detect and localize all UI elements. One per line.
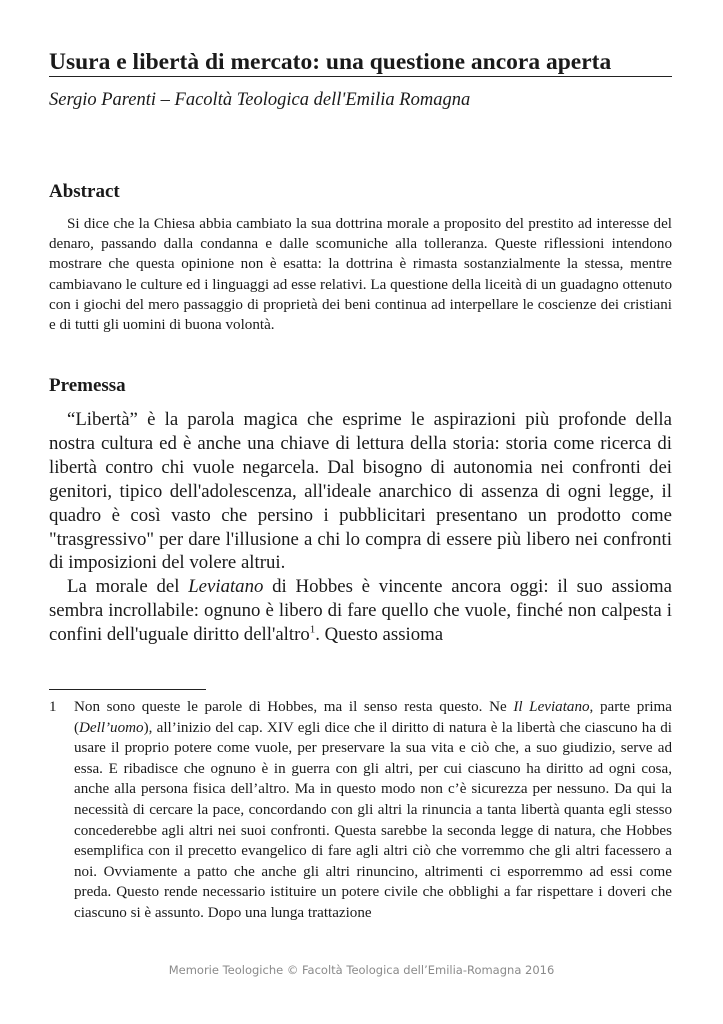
footnote-italic-leviatano: Il Leviatano xyxy=(513,699,590,715)
footnote-italic-delluomo: Dell’uomo xyxy=(79,719,144,736)
paragraph-2 xyxy=(49,575,672,647)
paragraph-2-text-a: La morale del xyxy=(67,576,189,598)
footnote-text xyxy=(74,697,672,924)
footnote-1 xyxy=(49,697,672,924)
abstract-heading: Abstract xyxy=(49,181,120,202)
footnote-text-part: Non sono queste le parole di Hobbes, ma il senso resta questo. Ne xyxy=(74,699,514,715)
premessa-body xyxy=(49,408,672,647)
paragraph-2-text-b: di Hobbes è vincente ancora oggi: il suo assioma sembra incrollabile: ognuno è libero di fare quello che vuole, finché non calpesta i confini dell'uguale diritto dell'altro xyxy=(49,576,672,646)
premessa-heading: Premessa xyxy=(49,375,126,396)
paragraph-2-text-c: . Questo assioma xyxy=(315,624,444,646)
footnote-reference[interactable]: 1 xyxy=(309,623,316,636)
leviatano-italic: Leviatano xyxy=(188,576,264,598)
article-author: Sergio Parenti – Facoltà Teologica dell'Emilia Romagna xyxy=(49,90,471,110)
footnote-text-part: ), all’inizio del cap. XIV egli dice che il diritto di natura è la libertà che ciascuno ha di usare il proprio potere come vuole, per preservare la sua vita e ciò che, a suo giudizio, serve ad essa. E ribadisce che ognuno è in guerra con gli altri, per cui ciascuno ha diritto ad ogni cosa, anche alla persona fisica dell’altro. Ma in questo modo non c’è sicurezza per nessuno. Da qui la necessità di cercare la pace, concordando con gli altri la rinuncia a tanta libertà quanta egli stesso concederebbe agli altri nei suoi confronti. Questa sarebbe la seconda legge di natura, che Hobbes esemplifica con il precetto evangelico di fare agli altri ciò che vorremmo che gli altri facessero a noi. Ovviamente a patto che anche gli altri rinuncino, altrimenti ci esporremmo ad essi come preda. Questo rende necessario istituire un potere civile che obblighi a far rispettare i doveri che ciascuno si è assunto. Dopo una lunga trattazione xyxy=(74,719,672,921)
footnote-number: 1 xyxy=(49,699,57,715)
abstract-text: Si dice che la Chiesa abbia cambiato la sua dottrina morale a proposito del prestito ad interesse del denaro, passando dalla condanna e dalle scomuniche alla tolleranza. Queste riflessioni intendono mostrare che questa opinione non è esatta: la dottrina è rimasta sostanzialmente la stessa, mentre cambiavano le culture ed i linguaggi ad esse relativi. La questione della liceità di un guadagno ottenuto con i giochi del mero passaggio di proprietà dei beni continua ad interpellare le coscienze dei cristiani e di tutti gli uomini di buona volontà. xyxy=(49,216,672,334)
footnote-text-part: , parte prima ( xyxy=(74,699,672,736)
page-footer: Memorie Teologiche © Facoltà Teologica dell’Emilia-Romagna 2016 xyxy=(168,963,555,977)
article-title: Usura e libertà di mercato: una questione ancora aperta xyxy=(49,48,672,77)
footnote-separator xyxy=(49,689,206,690)
paragraph-1: “Libertà” è la parola magica che esprime le aspirazioni più profonde della nostra cultura ed è anche una chiave di lettura della storia: storia come ricerca di libertà contro chi vuole negarcela. Dal bisogno di autonomia nei confronti dei genitori, tipico dell'adolescenza, all'ideale anarchico di assenza di ogni legge, il quadro è così vasto che persino i pubblicitari presentano un prodotto come "trasgressivo" per dare l'illusione a chi lo compra di essere più libero nei confronti di imposizioni del volere altrui. xyxy=(49,409,672,574)
